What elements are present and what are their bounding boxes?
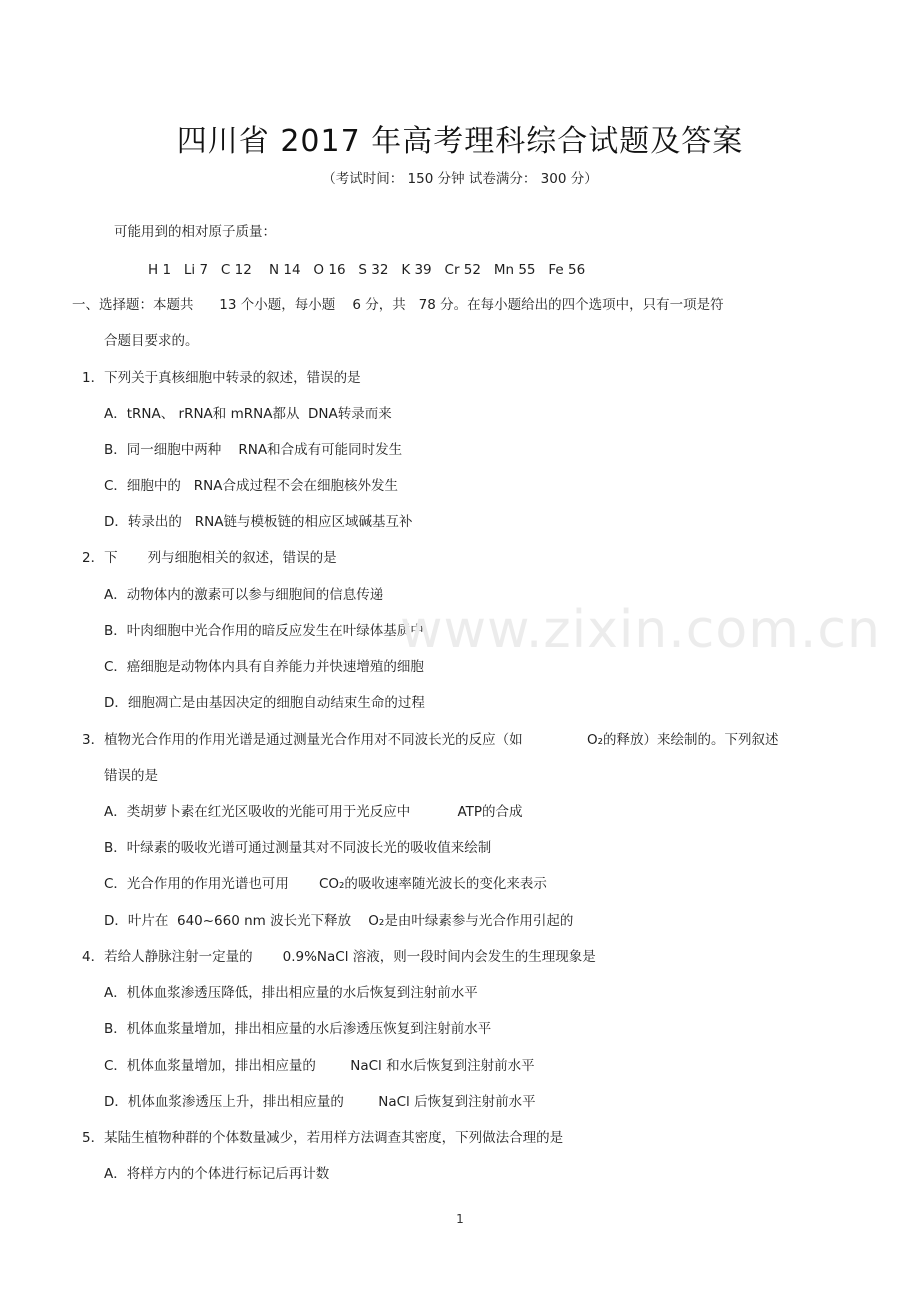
atomic-mass-label: 可能用到的相对原子质量： (114, 224, 276, 240)
question-3-stem: 3．植物光合作用的作用光谱是通过测量光合作用对不同波长光的反应（如 O₂的释放）来绘制的。下列叙述 (82, 732, 779, 748)
question-2-option-a: A．动物体内的激素可以参与细胞间的信息传递 (104, 587, 384, 603)
question-2-option-c: C．癌细胞是动物体内具有自养能力并快速增殖的细胞 (104, 659, 424, 675)
question-4-option-c: C．机体血浆量增加，排出相应量的 NaCl 和水后恢复到注射前水平 (104, 1058, 535, 1074)
question-4-stem: 4．若给人静脉注射一定量的 0.9%NaCl 溶液，则一段时间内会发生的生理现象是 (82, 949, 596, 965)
question-3-option-a: A．类胡萝卜素在红光区吸收的光能可用于光反应中 ATP的合成 (104, 804, 523, 820)
question-1-stem: 1．下列关于真核细胞中转录的叙述，错误的是 (82, 370, 361, 386)
question-5-option-a: A．将样方内的个体进行标记后再计数 (104, 1166, 330, 1182)
question-4-option-d: D．机体血浆渗透压上升，排出相应量的 NaCl 后恢复到注射前水平 (104, 1094, 536, 1110)
question-3-option-d: D．叶片在 640~660 nm 波长光下释放 O₂是由叶绿素参与光合作用引起的 (104, 913, 574, 929)
section-heading-cont: 合题目要求的。 (104, 333, 199, 349)
question-3-stem-cont: 错误的是 (104, 768, 158, 784)
question-1-option-b: B．同一细胞中两种 RNA和合成有可能同时发生 (104, 442, 403, 458)
atomic-mass-list: H 1 Li 7 C 12 N 14 O 16 S 32 K 39 Cr 52 Mn 55 Fe 56 (148, 262, 586, 278)
question-3-option-c: C．光合作用的作用光谱也可用 CO₂的吸收速率随光波长的变化来表示 (104, 876, 547, 892)
page-number: 1 (456, 1212, 464, 1226)
question-5-stem: 5．某陆生植物种群的个体数量减少，若用样方法调查其密度，下列做法合理的是 (82, 1130, 564, 1146)
question-2-option-d: D．细胞凋亡是由基因决定的细胞自动结束生命的过程 (104, 695, 425, 711)
watermark: www.zixin.com.cn (400, 600, 881, 660)
exam-info: （考试时间： 150 分钟 试卷满分： 300 分） (322, 171, 598, 187)
question-1-option-a: A．tRNA、 rRNA和 mRNA都从 DNA转录而来 (104, 406, 392, 422)
question-1-option-c: C．细胞中的 RNA合成过程不会在细胞核外发生 (104, 478, 399, 494)
section-heading: 一、选择题：本题共 13 个小题，每小题 6 分，共 78 分。在每小题给出的四个选项中，只有一项是符 (72, 297, 724, 313)
document-title: 四川省 2017 年高考理科综合试题及答案 (176, 124, 744, 159)
question-2-stem: 2．下 列与细胞相关的叙述，错误的是 (82, 550, 337, 566)
question-2-option-b: B．叶肉细胞中光合作用的暗反应发生在叶绿体基质中 (104, 623, 424, 639)
question-4-option-b: B．机体血浆量增加，排出相应量的水后渗透压恢复到注射前水平 (104, 1021, 492, 1037)
question-1-option-d: D．转录出的 RNA链与模板链的相应区域碱基互补 (104, 514, 413, 530)
question-3-option-b: B．叶绿素的吸收光谱可通过测量其对不同波长光的吸收值来绘制 (104, 840, 492, 856)
question-4-option-a: A．机体血浆渗透压降低，排出相应量的水后恢复到注射前水平 (104, 985, 478, 1001)
